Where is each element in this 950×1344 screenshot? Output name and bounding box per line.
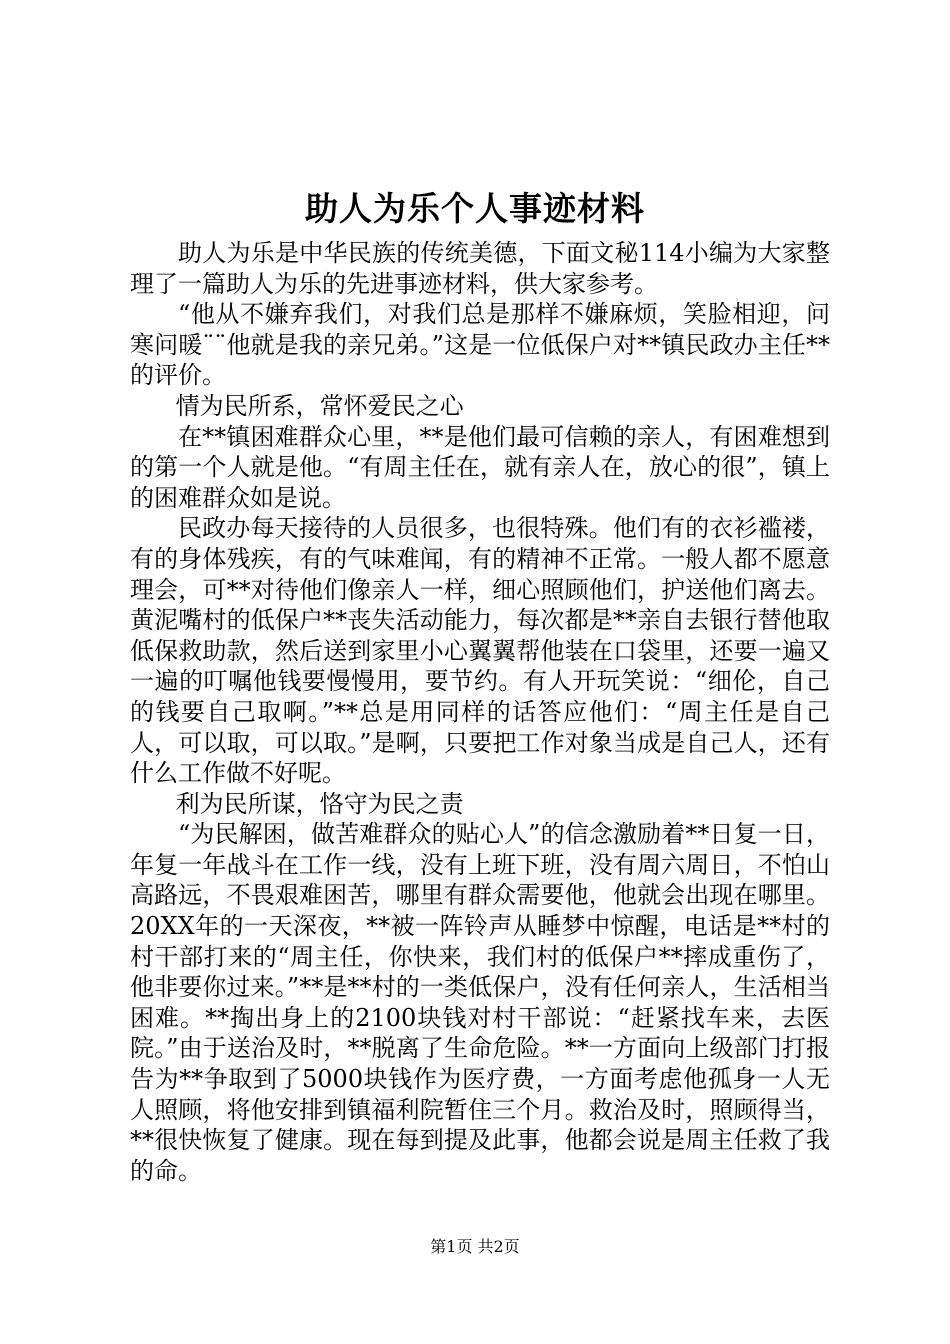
document-title: 助人为乐个人事迹材料 [305,189,645,228]
document-body [130,238,830,1186]
quote-paragraph: “他从不嫌弃我们，对我们总是那样不嫌麻烦，笑脸相迎，问寒问暖¨¨他就是我的亲兄弟。”这是一位低保户对**镇民政办主任**的评价。 [130,300,830,390]
body-paragraph: 民政办每天接待的人员很多，也很特殊。他们有的衣衫褴褛，有的身体残疾，有的气味难闻，有的精神不正常。一般人都不愿意理会，可**对待他们像亲人一样，细心照顾他们，护送他们离去。黄泥嘴村的低保户**丧失活动能力，每次都是**亲自去银行替他取低保救助款，然后送到家里小心翼翼帮他装在口袋里，还要一遍又一遍的叮嘱他钱要慢慢用，要节约。有人开玩笑说：“细伦，自己的钱要自己取啊。”**总是用同样的话答应他们：“周主任是自己人，可以取，可以取。”是啊，只要把工作对象当成是自己人，还有什么工作做不好呢。 [130,514,830,788]
section-heading-2: 利为民所谋，恪守为民之责 [175,789,464,818]
intro-paragraph: 助人为乐是中华民族的传统美德，下面文秘114小编为大家整理了一篇助人为乐的先进事迹材料，供大家参考。 [130,239,830,298]
body-paragraph: “为民解困，做苦难群众的贴心人”的信念激励着**日复一日，年复一年战斗在工作一线，没有上班下班，没有周六周日，不怕山高路远，不畏艰难困苦，哪里有群众需要他，他就会出现在哪里。20XX年的一天深夜，**被一阵铃声从睡梦中惊醒，电话是**村的村干部打来的“周主任，你快来，我们村的低保户**摔成重伤了，他非要你过来。”**是**村的一类低保户，没有任何亲人，生活相当困难。**掏出身上的2100块钱对村干部说：“赶紧找车来，去医院。”由于送治及时，**脱离了生命危险。**一方面向上级部门打报告为**争取到了5000块钱作为医疗费，一方面考虑他孤身一人无人照顾，将他安排到镇福利院暂住三个月。救治及时，照顾得当，**很快恢复了健康。现在每到提及此事，他都会说是周主任救了我的命。 [130,820,830,1185]
page-footer: 第1页 共2页 [430,1237,520,1256]
body-paragraph: 在**镇困难群众心里，**是他们最可信赖的亲人，有困难想到的第一个人就是他。“有周主任在，就有亲人在，放心的很”，镇上的困难群众如是说。 [130,422,830,512]
section-heading-1: 情为民所系，常怀爱民之心 [175,391,464,420]
